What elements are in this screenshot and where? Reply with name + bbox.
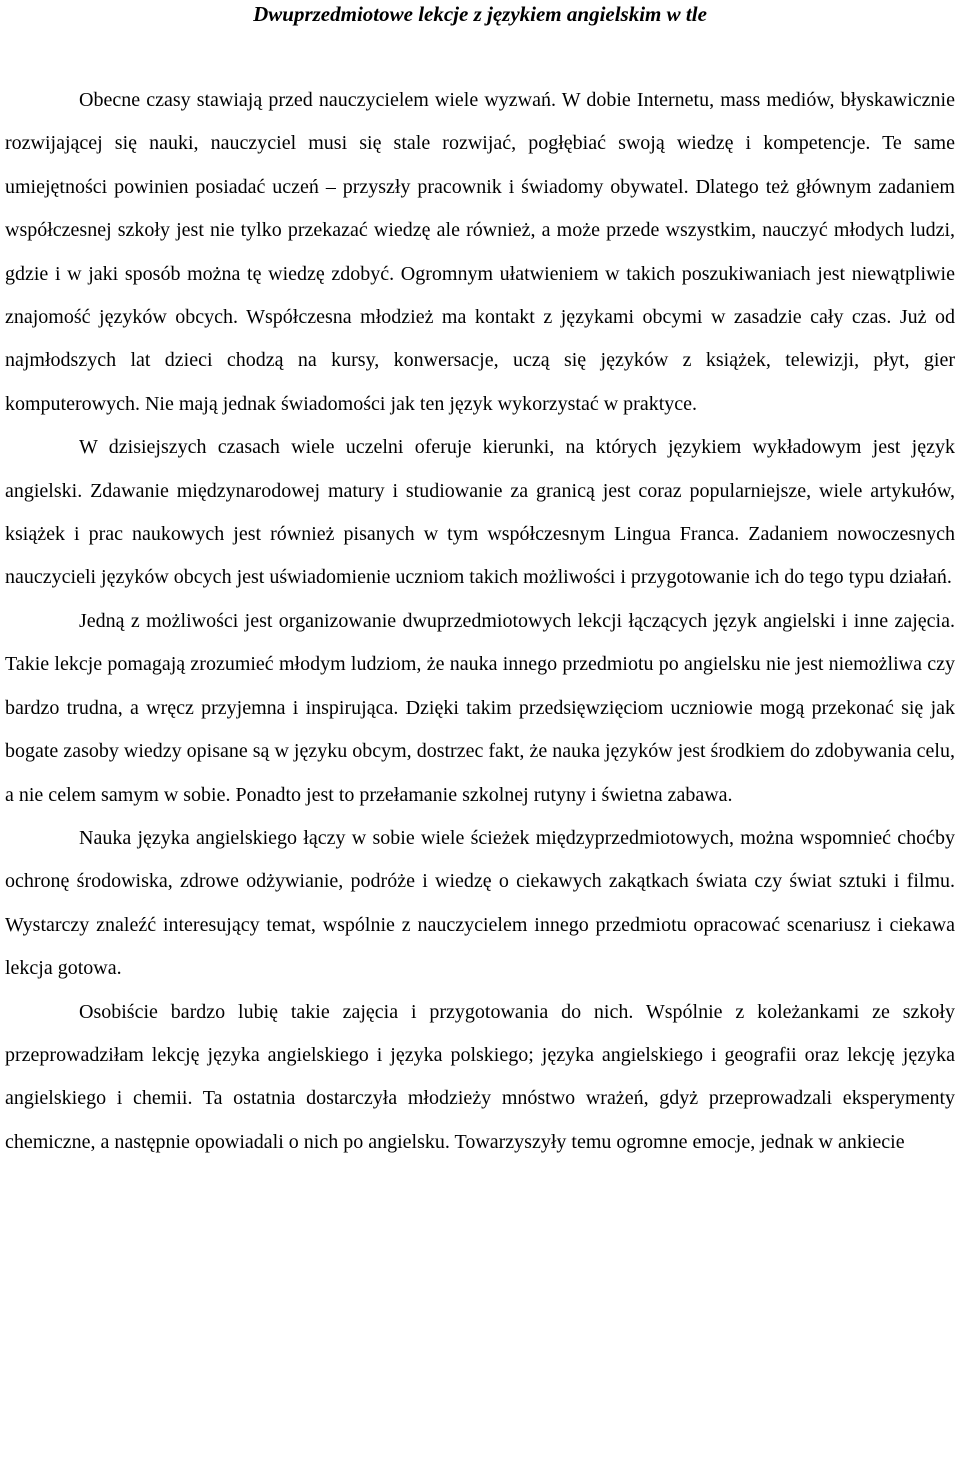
document-page	[5, 0, 955, 1164]
paragraph-3: Jedną z możliwości jest organizowanie dwuprzedmiotowych lekcji łączących język angielski i inne zajęcia. Takie lekcje pomagają zrozumieć młodym ludziom, że nauka innego przedmiotu po angielsku nie jest niemożliwa czy bardzo trudna, a wręcz przyjemna i inspirująca. Dzięki takim przedsięwzięciom uczniowie mogą przekonać się jak bogate zasoby wiedzy opisane są w języku obcym, dostrzec fakt, że nauka języków jest środkiem do zdobywania celu, a nie celem samym w sobie. Ponadto jest to przełamanie szkolnej rutyny i świetna zabawa.	[5, 609, 955, 806]
paragraph-1: Obecne czasy stawiają przed nauczycielem wiele wyzwań. W dobie Internetu, mass mediów, błyskawicznie rozwijającej się nauki, nauczyciel musi się stale rozwijać, pogłębiać swoją wiedzę i kompetencje. Te same umiejętności powinien posiadać uczeń – przyszły pracownik i świadomy obywatel. Dlatego też głównym zadaniem współczesnej szkoły jest nie tylko przekazać wiedzę ale również, a może przede wszystkim, nauczyć młodych ludzi, gdzie i w jaki sposób można tę wiedzę zdobyć. Ogromnym ułatwieniem w takich poszukiwaniach jest niewątpliwie znajomość języków obcych. Współczesna młodzież ma kontakt z językami obcymi w zasadzie cały czas. Już od najmłodszych lat dzieci chodzą na kursy, konwersacje, uczą się języków z książek, telewizji, płyt, gier komputerowych. Nie mają jednak świadomości jak ten język wykorzystać w praktyce.	[5, 89, 955, 415]
paragraph-4: Nauka języka angielskiego łączy w sobie wiele ścieżek międzyprzedmiotowych, można wspomnieć choćby ochronę środowiska, zdrowe odżywianie, podróże i wiedzę o ciekawych zakątkach świata czy świat sztuki i filmu. Wystarczy znaleźć interesujący temat, wspólnie z nauczycielem innego przedmiotu opracować scenariusz i ciekawa lekcja gotowa.	[5, 826, 955, 980]
paragraph-5: Osobiście bardzo lubię takie zajęcia i przygotowania do nich. Wspólnie z koleżankami ze szkoły przeprowadziłam lekcję języka angielskiego i języka polskiego; języka angielskiego i geografii oraz lekcję języka angielskiego i chemii. Ta ostatnia dostarczyła młodzieży mnóstwo wrażeń, gdyż przeprowadzali eksperymenty chemiczne, a następnie opowiadali o nich po angielsku. Towarzyszyły temu ogromne emocje, jednak w ankiecie	[5, 1000, 955, 1153]
paragraph-2: W dzisiejszych czasach wiele uczelni oferuje kierunki, na których językiem wykładowym jest język angielski. Zdawanie międzynarodowej matury i studiowanie za granicą jest coraz popularniejsze, wiele artykułów, książek i prac naukowych jest również pisanych w tym współczesnym Lingua Franca. Zadaniem nowoczesnych nauczycieli języków obcych jest uświadomienie uczniom takich możliwości i przygotowanie ich do tego typu działań.	[5, 436, 955, 589]
document-title: Dwuprzedmiotowe lekcje z językiem angielskim w tle	[253, 2, 707, 26]
